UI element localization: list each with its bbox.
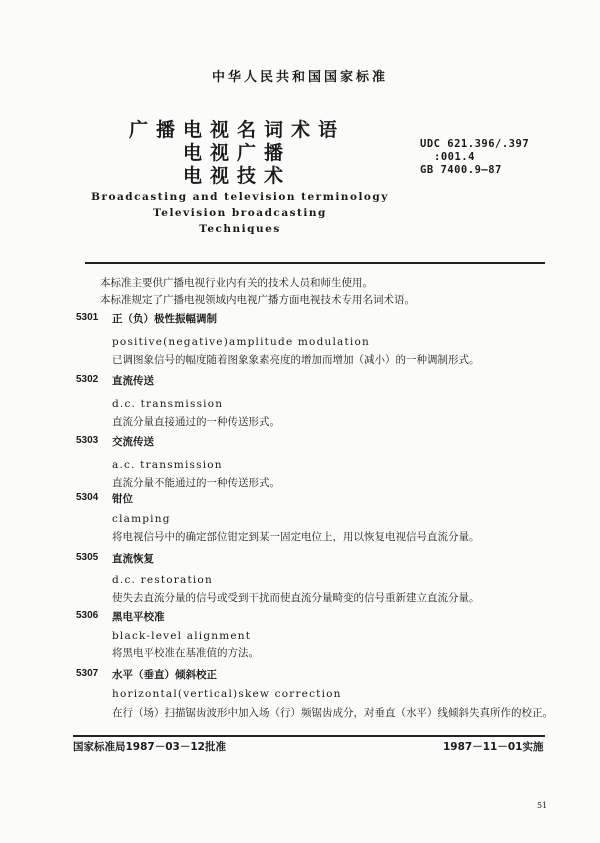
entry-term: 交流传送: [112, 436, 154, 448]
entry-number: 5301: [76, 312, 99, 323]
udc-code-sub: :001.4: [434, 151, 475, 163]
entry-number: 5304: [76, 492, 99, 503]
entry-english: a.c. transmission: [112, 459, 223, 471]
udc-code: UDC 621.396/.397: [420, 138, 530, 150]
standard-header: 中华人民共和国国家标准: [211, 70, 388, 85]
title-line-2: 电视广播: [182, 142, 291, 164]
entry-english: horizontal(vertical)skew correction: [112, 688, 342, 700]
entry-term: 水平（垂直）倾斜校正: [112, 669, 217, 681]
english-title-3: Techniques: [199, 223, 281, 235]
gb-code: GB 7400.9—87: [420, 164, 502, 176]
approval-date: 国家标准局1987－03－12批准: [73, 741, 226, 753]
entry-definition: 将黑电平校准在基准值的方法。: [112, 647, 259, 659]
entry-english: d.c. transmission: [112, 398, 224, 410]
entry-number: 5303: [76, 435, 99, 446]
top-divider: [85, 262, 545, 264]
entry-english: positive(negative)amplitude modulation: [112, 336, 370, 348]
entry-number: 5305: [76, 552, 99, 563]
entry-term: 直流恢复: [112, 553, 154, 565]
title-line-1: 广播电视名词术语: [128, 119, 345, 141]
entry-number: 5306: [76, 610, 99, 621]
entry-definition: 直流分量直接通过的一种传送形式。: [112, 416, 280, 428]
english-title-1: Broadcasting and television terminology: [91, 191, 389, 203]
entry-term: 黑电平校准: [112, 611, 165, 623]
entry-definition: 直流分量不能通过的一种传送形式。: [112, 477, 280, 489]
english-title-2: Television broadcasting: [153, 207, 327, 219]
effective-date: 1987－11－01实施: [443, 741, 544, 753]
entry-english: clamping: [112, 513, 171, 525]
title-line-3: 电视技术: [182, 165, 291, 187]
entry-english: d.c. restoration: [112, 574, 213, 586]
bottom-divider: [73, 735, 545, 737]
intro-line-1: 本标准主要供广播电视行业内有关的技术人员和师生使用。: [100, 277, 373, 289]
entry-number: 5302: [76, 374, 99, 385]
entry-term: 直流传送: [112, 375, 154, 387]
entry-definition: 已调图象信号的幅度随着图象象素亮度的增加而增加（减小）的一种调制形式。: [112, 354, 480, 366]
entry-term: 正（负）极性振幅调制: [112, 313, 217, 325]
intro-line-2: 本标准规定了广播电视领域内电视广播方面电视技术专用名词术语。: [100, 294, 415, 306]
entry-term: 钳位: [112, 493, 133, 505]
entry-definition: 将电视信号中的确定部位钳定到某一固定电位上，用以恢复电视信号直流分量。: [112, 531, 480, 543]
entry-definition: 在行（场）扫描锯齿波形中加入场（行）频锯齿成分，对垂直（水平）线倾斜失真所作的校正。: [112, 707, 553, 719]
entry-number: 5307: [76, 668, 99, 679]
page-number: 51: [537, 801, 548, 810]
entry-definition: 使失去直流分量的信号或受到干扰而使直流分量畸变的信号重新建立直流分量。: [112, 592, 480, 604]
entry-english: black-level alignment: [112, 630, 252, 642]
